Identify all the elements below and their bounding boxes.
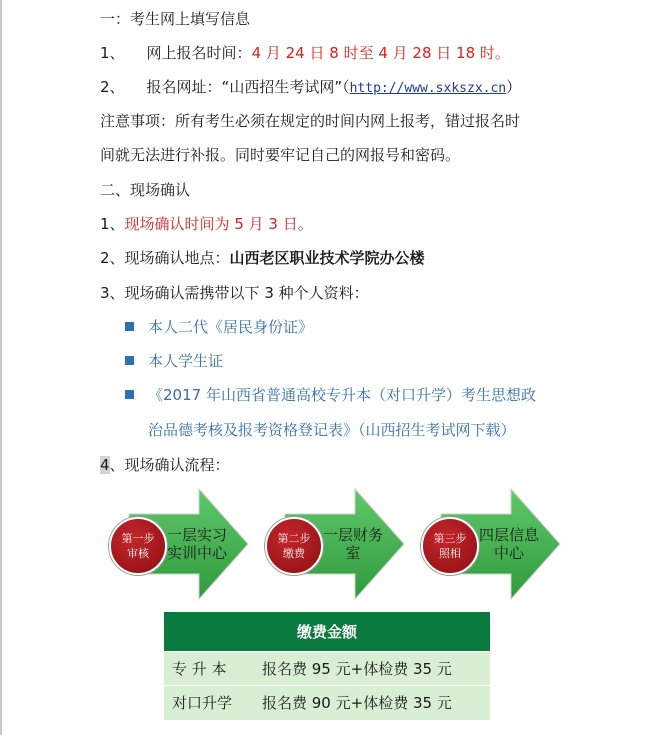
period: 。 xyxy=(297,215,313,233)
material-item: 本人二代《居民身份证》 xyxy=(125,317,313,337)
material-item-continued: 治品德考核及报考资格登记表》（山西招生考试网下载） xyxy=(148,421,516,439)
fee-detail: 报名费 90 元+体检费 35 元 xyxy=(261,686,490,720)
fee-table-title: 缴费金额 xyxy=(164,612,490,652)
step-badge: 第三步 照相 xyxy=(421,517,479,575)
fee-category: 专 升 本 xyxy=(164,652,261,686)
confirm-location-value: 山西老区职业技术学院办公楼 xyxy=(229,249,425,267)
square-bullet-icon xyxy=(125,390,134,399)
flow-step-3 xyxy=(413,484,569,604)
flow-heading xyxy=(100,455,230,475)
step-location: 四层信息中心 xyxy=(479,526,540,562)
step-location: 一层实习实训中心 xyxy=(167,526,228,562)
item-number: 1、 xyxy=(100,215,125,233)
confirm-time-line xyxy=(100,214,313,234)
materials-intro: 3、现场确认需携带以下 3 种个人资料： xyxy=(100,284,369,302)
table-row xyxy=(164,686,490,720)
item-number: 1、 xyxy=(100,44,125,62)
registration-time-value: 4 月 24 日 8 时至 4 月 28 日 18 时。 xyxy=(251,44,510,62)
confirm-location-label: 2、现场确认地点： xyxy=(100,249,230,267)
step-badge: 第一步 审核 xyxy=(109,517,167,575)
confirm-time-text: 现场确认时间为 5 月 3 日 xyxy=(124,215,298,233)
registration-time-label: 网上报名时间： xyxy=(146,44,252,62)
fee-category: 对口升学 xyxy=(164,686,261,720)
table-row xyxy=(164,652,490,686)
section1-heading: 一：考生网上填写信息 xyxy=(100,10,251,28)
step-location: 一层财务室 xyxy=(323,526,384,562)
registration-url-label: 报名网址：“山西招生考试网”（ xyxy=(146,78,350,96)
material-item: 《2017 年山西省普通高校专升本（对口升学）考生思想政 xyxy=(125,385,536,405)
square-bullet-icon xyxy=(125,322,134,331)
flow-heading-text: 、现场确认流程： xyxy=(109,456,230,474)
notice-line-2: 间就无法进行补报。同时要牢记自己的网报号和密码。 xyxy=(100,146,461,164)
registration-url-link[interactable]: http://www.sxkszx.cn xyxy=(349,81,507,96)
fee-table-header xyxy=(164,612,490,652)
flow-step-2 xyxy=(257,484,413,604)
confirmation-flow xyxy=(101,484,571,604)
notice-line-1: 注意事项：所有考生必须在规定的时间内网上报考，错过报名时 xyxy=(100,112,521,130)
fee-detail: 报名费 95 元+体检费 35 元 xyxy=(261,652,490,686)
paren-close: ） xyxy=(506,78,522,96)
fee-table xyxy=(164,612,490,720)
section2-heading: 二、现场确认 xyxy=(100,181,191,199)
step-badge: 第二步 缴费 xyxy=(265,517,323,575)
registration-url-line xyxy=(100,77,521,99)
registration-time-line xyxy=(100,43,510,63)
square-bullet-icon xyxy=(125,356,134,365)
flow-step-1 xyxy=(101,484,257,604)
item-number: 4 xyxy=(100,456,110,474)
confirm-location-line xyxy=(100,248,425,268)
material-item: 本人学生证 xyxy=(125,351,223,371)
page-left-border xyxy=(0,0,2,735)
item-number: 2、 xyxy=(100,78,125,96)
